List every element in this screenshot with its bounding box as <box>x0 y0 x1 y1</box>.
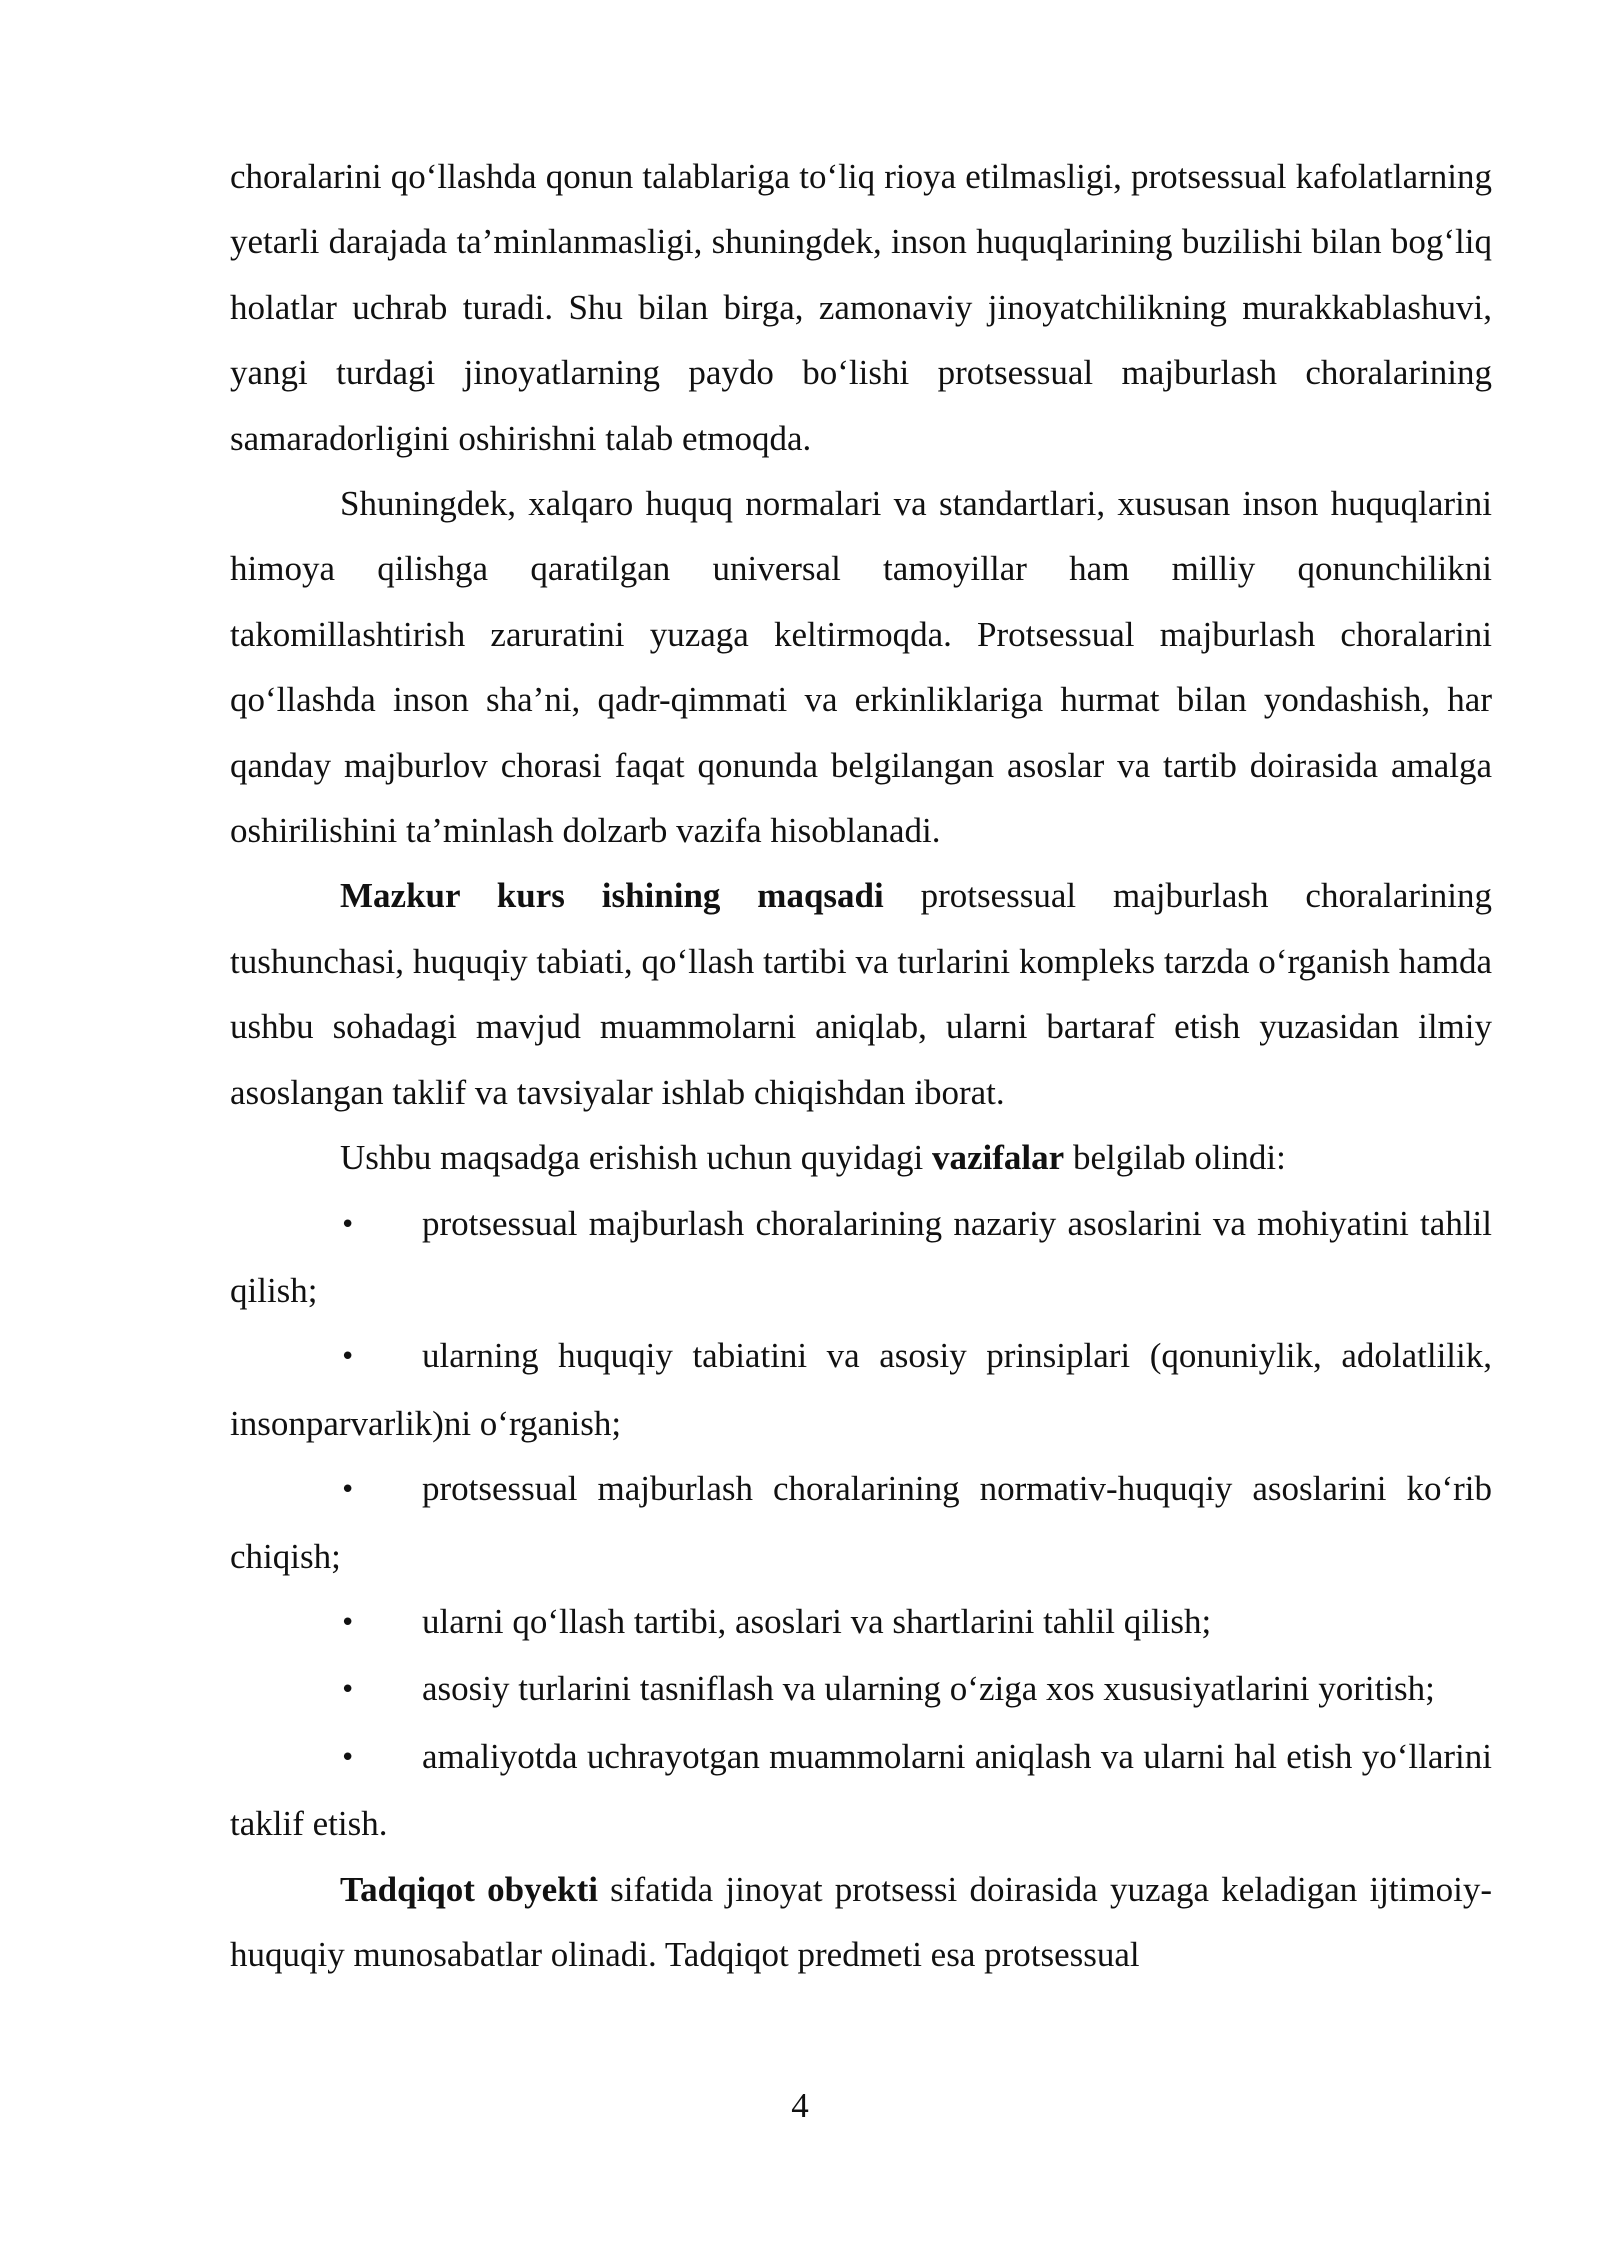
paragraph-text: choralarini qo‘llashda qonun talablariga to‘liq rioya etilmasligi, protsessual kafolatlarning yetarli darajada ta’minlanmasligi, shuningdek, inson huquqlarining buzilishi bilan bog‘liq holatlar uchrab turadi. Shu bilan birga, zamonaviy jinoyatchilikning murakkablashuvi, yangi turdagi jinoyatlarning paydo bo‘lishi protsessual majburlash choralarining samaradorligini oshirishni talab etmoqda. <box>230 157 1492 458</box>
list-item <box>230 1589 1492 1656</box>
bold-term-goal: Mazkur kurs ishining maqsadi <box>340 876 884 916</box>
list-item-text: ularni qo‘llash tartibi, asoslari va shartlarini tahlil qilish; <box>422 1601 1212 1641</box>
paragraph-research-object <box>230 1857 1492 1988</box>
bullet-icon: • <box>340 1475 356 1506</box>
paragraph-text: belgilab olindi: <box>1064 1138 1286 1178</box>
bullet-icon: • <box>340 1209 356 1240</box>
bold-term-tasks: vazifalar <box>932 1138 1065 1178</box>
list-item-text: protsessual majburlash choralarining normativ-huquqiy asoslarini ko‘rib chiqish; <box>230 1469 1492 1576</box>
paragraph-text: protsessual majburlash choralarining tushunchasi, huquqiy tabiati, qo‘llash tartibi va turlarini kompleks tarzda o‘rganish hamda ushbu sohadagi mavjud muammolarni aniqlab, ularni bartaraf etish yuzasidan ilmiy asoslangan taklif va tavsiyalar ishlab chiqishdan iborat. <box>230 876 1492 1112</box>
list-item <box>230 1724 1492 1857</box>
page-number: 4 <box>791 2086 809 2125</box>
list-item-text: asosiy turlarini tasniflash va ularning o‘ziga xos xususiyatlarini yoritish; <box>422 1669 1435 1709</box>
document-body <box>230 144 1492 1987</box>
bold-term-research-object: Tadqiqot obyekti <box>340 1869 598 1909</box>
list-item-text: protsessual majburlash choralarining nazariy asoslarini va mohiyatini tahlil qilish; <box>230 1203 1492 1310</box>
list-item <box>230 1456 1492 1589</box>
list-item <box>230 1656 1492 1723</box>
paragraph-continuation <box>230 144 1492 471</box>
bullet-icon: • <box>340 1675 356 1706</box>
paragraph-international-standards <box>230 471 1492 863</box>
list-item <box>230 1191 1492 1324</box>
paragraph-text: Ushbu maqsadga erishish uchun quyidagi <box>340 1138 932 1178</box>
bullet-icon: • <box>340 1742 356 1773</box>
paragraph-tasks-intro <box>230 1125 1492 1190</box>
list-item-text: amaliyotda uchrayotgan muammolarni aniqlash va ularni hal etish yo‘llarini taklif etish. <box>230 1736 1492 1844</box>
list-item-text: ularning huquqiy tabiatini va asosiy prinsiplari (qonuniylik, adolatlilik, insonparvarlik)ni o‘rganish; <box>230 1336 1492 1443</box>
list-item <box>230 1323 1492 1456</box>
paragraph-text: Shuningdek, xalqaro huquq normalari va standartlari, xususan inson huquqlarini himoya qilishga qaratilgan universal tamoyillar ham milliy qonunchilikni takomillashtirish zaruratini yuzaga keltirmoqda. Protsessual majburlash choralarini qo‘llashda inson sha’ni, qadr-qimmati va erkinliklariga hurmat bilan yondashish, har qanday majburlov chorasi faqat qonunda belgilangan asoslar va tartib doirasida amalga oshirilishini ta’minlash dolzarb vazifa hisoblanadi. <box>230 484 1492 851</box>
paragraph-text: sifatida jinoyat protsessi doirasida yuzaga keladigan ijtimoiy-huquqiy munosabatlar olinadi. Tadqiqot predmeti esa protsessual <box>230 1869 1492 1974</box>
bullet-icon: • <box>340 1607 356 1638</box>
paragraph-course-goal <box>230 863 1492 1125</box>
bullet-icon: • <box>340 1342 356 1373</box>
